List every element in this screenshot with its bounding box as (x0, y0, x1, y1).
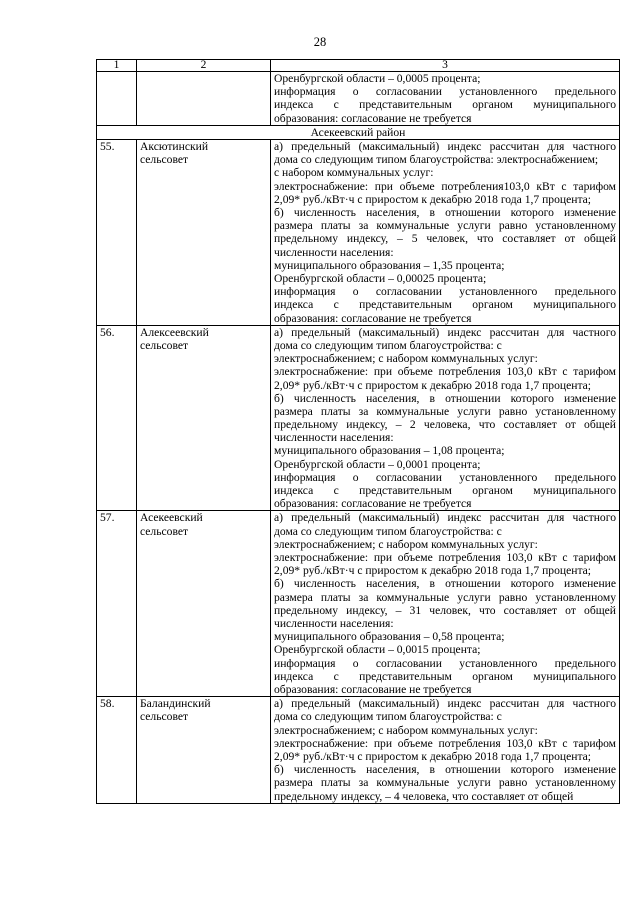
name-line: сельсовет (140, 153, 189, 167)
index-description (271, 139, 620, 325)
text-line: с набором коммунальных услуг: (274, 166, 434, 180)
text-line: электроснабжение: при объеме потребления 103,0 кВт с тарифом (274, 551, 616, 565)
index-description (271, 325, 620, 511)
index-table (96, 59, 620, 804)
text-line: электроснабжение: при объеме потребления103,0 кВт с тарифом (274, 179, 616, 193)
name-line: Алексеевский (140, 325, 209, 339)
text-line: 2,09* руб./кВт·ч с приростом к декабрю 2018 года 1,7 процента; (274, 192, 592, 206)
text-line: а) предельный (максимальный) индекс рассчитан для частного (274, 697, 616, 711)
table-row (97, 511, 620, 697)
text-line: б) численность населения, в отношении которого изменение (274, 577, 616, 591)
text-line: образования: согласование не требуется (274, 682, 472, 696)
municipality-name (137, 511, 271, 697)
index-description (271, 697, 620, 804)
text-line: индекса с представительным органом муниципального (274, 669, 616, 683)
name-line: Аксютинский (140, 139, 209, 153)
text-line: дома со следующим типом благоустройства: с (274, 524, 502, 538)
continuation-row (97, 72, 620, 126)
text-line: дома со следующим типом благоустройства: с (274, 338, 502, 352)
text-line: 2,09* руб./кВт·ч с приростом к декабрю 2018 года 1,7 процента; (274, 749, 592, 763)
index-description (271, 511, 620, 697)
text-line: муниципального образования – 0,58 процента; (274, 630, 505, 644)
text-line: электроснабжение: при объеме потребления 103,0 кВт с тарифом (274, 365, 616, 379)
name-line: Баландинский (140, 697, 211, 711)
table-row (97, 139, 620, 325)
text-line: размера платы за коммунальные услуги равно установленному (274, 590, 616, 604)
municipality-name (137, 139, 271, 325)
text-line: б) численность населения, в отношении которого изменение (274, 205, 616, 219)
text-line: электроснабжением; с набором коммунальных услуг: (274, 723, 538, 737)
region-title: Асекеевский район (97, 125, 620, 139)
continuation-text-cell (271, 72, 620, 126)
region-row (97, 125, 620, 139)
text-line: муниципального образования – 1,08 процента; (274, 444, 505, 458)
header-cell-3: 3 (271, 60, 620, 72)
text-line: информация о согласовании установленного предельного (274, 285, 616, 299)
text-line: индекса с представительным органом муниципального (274, 298, 616, 312)
text-line: предельному индексу, – 5 человек, что составляет от общей (274, 232, 616, 246)
municipality-name (137, 325, 271, 511)
row-number: 55. (97, 139, 137, 325)
header-cell-1: 1 (97, 60, 137, 72)
text-line: б) численность населения, в отношении которого изменение (274, 391, 616, 405)
row-number: 57. (97, 511, 137, 697)
text-line: Оренбургской области – 0,0001 процента; (274, 457, 481, 471)
text-line: Оренбургской области – 0,00025 процента; (274, 271, 487, 285)
text-line: дома со следующим типом благоустройства: электроснабжением; (274, 153, 599, 167)
text-line: численности населения: (274, 431, 394, 445)
text-line: размера платы за коммунальные услуги равно установленному (274, 404, 616, 418)
name-line: сельсовет (140, 710, 189, 724)
text-line: Оренбургской области – 0,0015 процента; (274, 643, 481, 657)
text-line: электроснабжением; с набором коммунальных услуг: (274, 537, 538, 551)
continuation-num-cell (97, 72, 137, 126)
name-line: сельсовет (140, 338, 189, 352)
text-line: а) предельный (максимальный) индекс рассчитан для частного (274, 325, 616, 339)
text-line: 2,09* руб./кВт·ч с приростом к декабрю 2018 года 1,7 процента; (274, 564, 592, 578)
row-number: 56. (97, 325, 137, 511)
text-line: численности населения: (274, 245, 394, 259)
text-line: 2,09* руб./кВт·ч с приростом к декабрю 2018 года 1,7 процента; (274, 378, 592, 392)
text-line: дома со следующим типом благоустройства: с (274, 710, 502, 724)
row-number: 58. (97, 697, 137, 804)
page-number: 28 (313, 35, 327, 49)
text-line: размера платы за коммунальные услуги равно установленному (274, 776, 616, 790)
name-line: Асекеевский (140, 511, 203, 525)
header-cell-2: 2 (137, 60, 271, 72)
name-line: сельсовет (140, 524, 189, 538)
municipality-name (137, 697, 271, 804)
text-line: информация о согласовании установленного предельного (274, 470, 616, 484)
table-header-row (97, 60, 620, 72)
text-line: размера платы за коммунальные услуги равно установленному (274, 219, 616, 233)
text-line: предельному индексу, – 4 человека, что составляет от общей (274, 789, 574, 803)
text-line: численности населения: (274, 617, 394, 630)
continuation-name-cell (137, 72, 271, 126)
text-line: индекса с представительным органом муниципального (274, 484, 616, 498)
text-line: предельному индексу, – 2 человека, что составляет от общей (274, 418, 616, 432)
text-line: образования: согласование не требуется (274, 111, 472, 125)
text-line: предельному индексу, – 31 человек, что составляет от общей (274, 603, 616, 617)
text-line: образования: согласование не требуется (274, 497, 472, 511)
text-line: информация о согласовании установленного предельного (274, 85, 616, 99)
text-line: индекса с представительным органом муниципального (274, 98, 616, 112)
text-line: муниципального образования – 1,35 процента; (274, 258, 505, 272)
text-line: а) предельный (максимальный) индекс рассчитан для частного (274, 511, 616, 525)
text-line: а) предельный (максимальный) индекс рассчитан для частного (274, 139, 616, 153)
text-line: электроснабжение: при объеме потребления 103,0 кВт с тарифом (274, 736, 616, 750)
text-line: Оренбургской области – 0,0005 процента; (274, 72, 481, 85)
table-row (97, 325, 620, 511)
text-line: образования: согласование не требуется (274, 311, 472, 325)
text-line: информация о согласовании установленного предельного (274, 656, 616, 670)
text-line: б) численность населения, в отношении которого изменение (274, 763, 616, 777)
text-line: электроснабжением; с набором коммунальных услуг: (274, 352, 538, 366)
table-row (97, 697, 620, 804)
